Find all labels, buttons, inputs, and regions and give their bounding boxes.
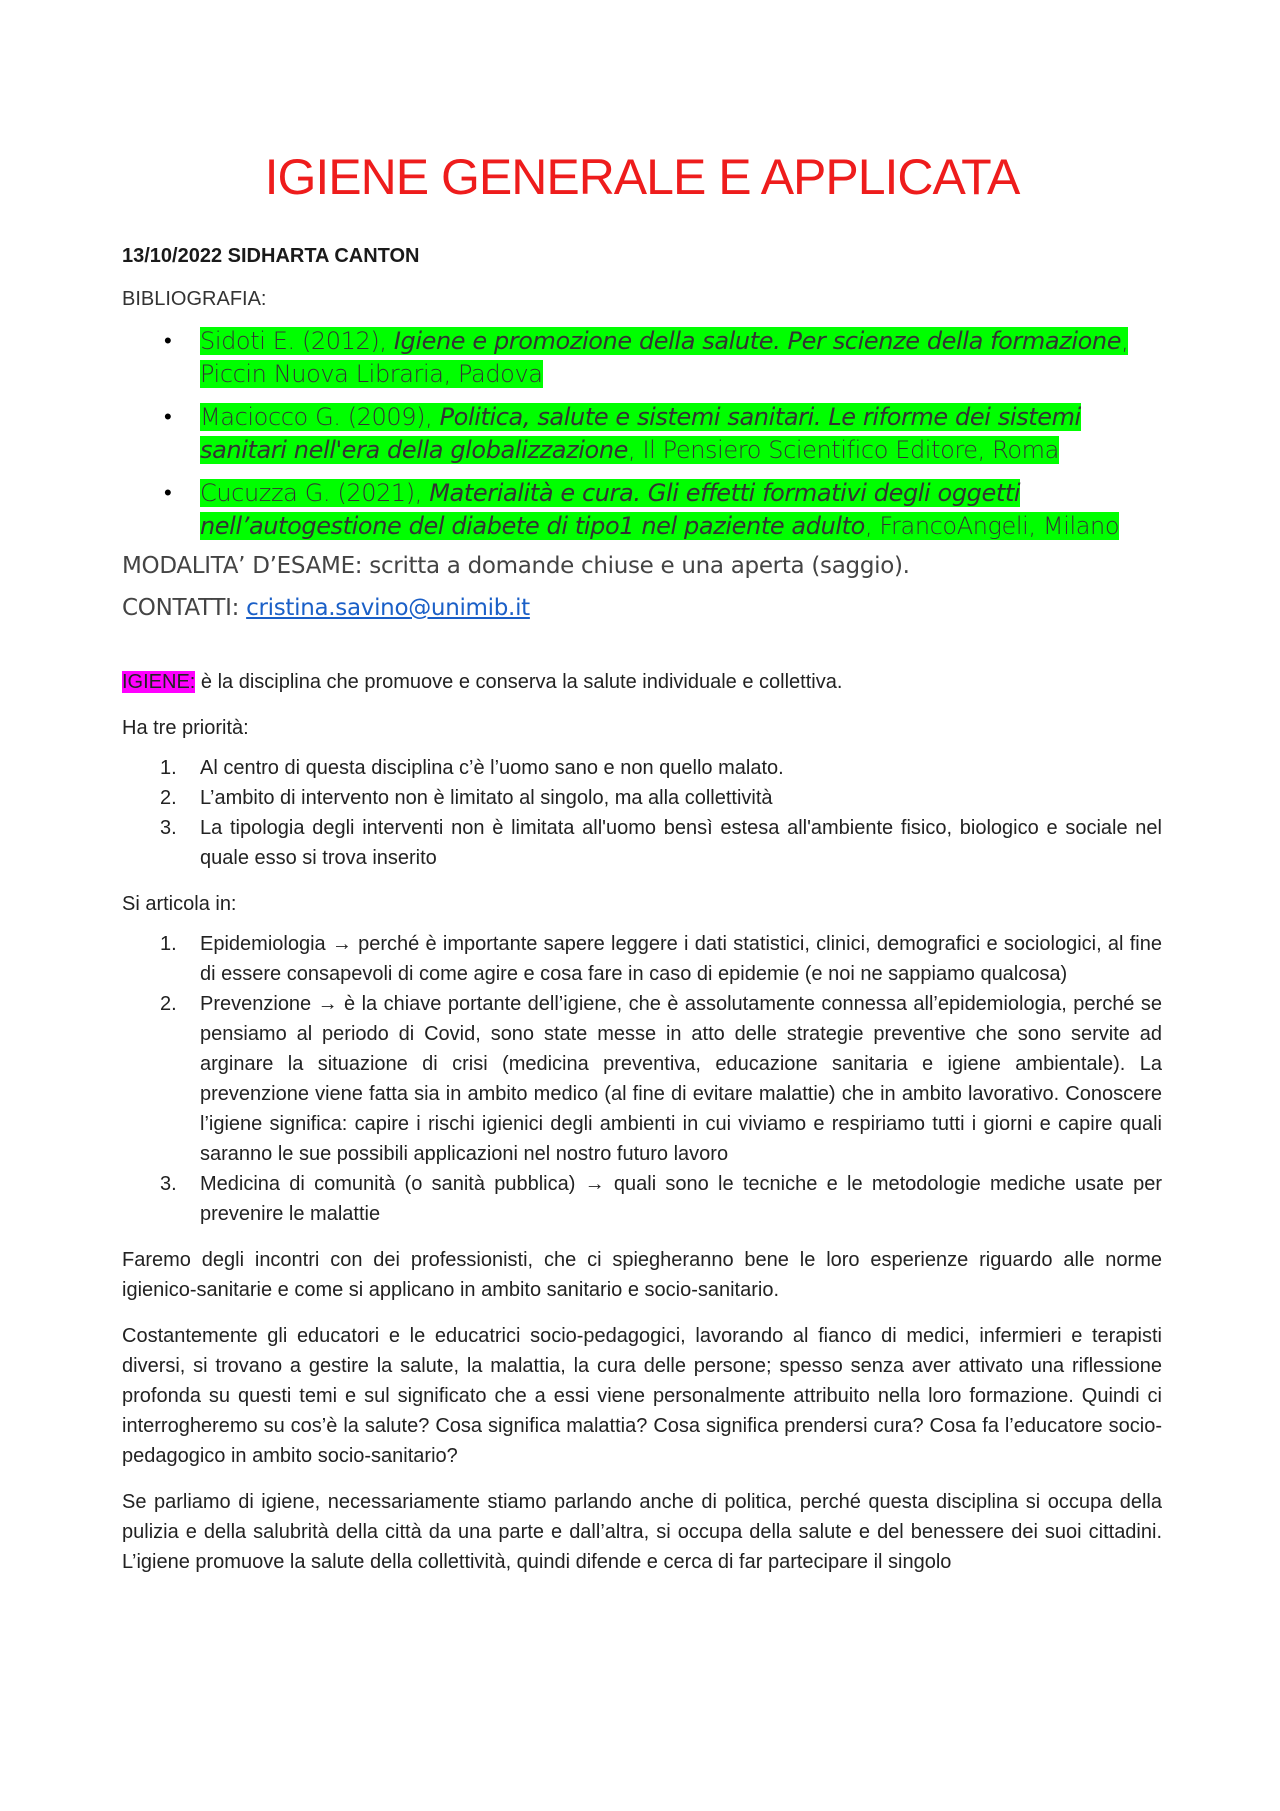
definition-text: è la disciplina che promuove e conserva la salute individuale e collettiva.: [195, 671, 843, 693]
contacts-line: [122, 595, 1162, 621]
spacer: [122, 637, 1162, 667]
contact-email-link[interactable]: cristina.savino@unimib.it: [246, 595, 530, 621]
citation-author: Sidoti E. (2012),: [200, 327, 394, 355]
citation-author: Maciocco G. (2009),: [200, 403, 440, 431]
articulation-list: [122, 929, 1162, 1229]
definition-paragraph: [122, 667, 1162, 697]
citation-author: Cucuzza G. (2021),: [200, 479, 430, 507]
citation-publisher: , Il Pensiero Scientifico Editore, Roma: [628, 436, 1059, 464]
list-item: 2. L’ambito di intervento non è limitato al singolo, ma alla collettività: [160, 787, 773, 809]
citation-title: Igiene e promozione della salute. Per scienze della formazione: [393, 327, 1122, 355]
document-title: IGIENE GENERALE E APPLICATA: [264, 149, 1020, 205]
bullet-icon: •: [164, 329, 172, 354]
contacts-label: CONTATTI:: [122, 595, 247, 621]
bibliography-item: [164, 401, 1162, 467]
bibliography-list: [122, 325, 1162, 543]
body-paragraph: Faremo degli incontri con dei professionisti, che ci spiegheranno bene le loro esperienze riguardo alle norme igienico-sanitarie e come si applicano in ambito sanitario e socio-sanitario.: [122, 1249, 1162, 1301]
body-paragraph: Se parliamo di igiene, necessariamente stiamo parlando anche di politica, perché questa disciplina si occupa della pulizia e della salubrità della città da una parte e dall’altra, si occupa della salute e del benessere dei suoi cittadini. L’igiene promuove la salute della collettività, quindi difende e cerca di far partecipare il singolo: [122, 1491, 1162, 1573]
list-item: 2. Prevenzione → è la chiave portante dell’igiene, che è assolutamente connessa all’epidemiologia, perché se pensiamo al periodo di Covid, sono state messe in atto delle strategie preventive che sono servite ad arginare la situazione di crisi (medicina preventiva, educazione sanitaria e igiene ambientale). La prevenzione viene fatta sia in ambito medico (al fine di evitare malattie) che in ambito lavorativo. Conoscere l’igiene significa: capire i rischi igienici degli ambienti in cui viviamo e respiriamo tutti i giorni e capire quali saranno le sue possibili applicazioni nel nostro futuro lavoro: [160, 993, 1162, 1165]
bullet-icon: •: [164, 481, 172, 506]
exam-mode: MODALITA’ D’ESAME: scritta a domande chiuse e una aperta (saggio).: [122, 553, 910, 579]
bibliography-item: [164, 477, 1162, 543]
bullet-icon: •: [164, 405, 172, 430]
bibliography-item: [164, 325, 1162, 391]
bibliography-label: BIBLIOGRAFIA:: [122, 288, 267, 310]
priorities-list: [122, 753, 1162, 873]
list-item: 3. La tipologia degli interventi non è limitata all'uomo bensì estesa all'ambiente fisico, biologico e sociale nel quale esso si trova inserito: [160, 817, 1162, 869]
list-item: 1. Epidemiologia → perché è importante sapere leggere i dati statistici, clinici, demografici e sociologici, al fine di essere consapevoli di come agire e cosa fare in caso di epidemie (e noi ne sappiamo qualcosa): [160, 933, 1162, 985]
citation-title: Politica, salute e sistemi sanitari. Le riforme dei sistemi sanitari nell'era della globalizzazione: [200, 403, 1081, 464]
priorities-intro: Ha tre priorità:: [122, 717, 249, 739]
list-item: 3. Medicina di comunità (o sanità pubblica) → quali sono le tecniche e le metodologie mediche usate per prevenire le malattie: [160, 1173, 1162, 1225]
definition-term: IGIENE:: [122, 671, 196, 693]
citation-publisher: , FrancoAngeli, Milano: [864, 512, 1120, 540]
document-content: [122, 150, 1162, 1593]
body-paragraph: Costantemente gli educatori e le educatrici socio-pedagogici, lavorando al fianco di medici, infermieri e terapisti diversi, si trovano a gestire la salute, la malattia, la cura delle persone; spesso senza aver attivato una riflessione profonda su questi temi e sul significato che a essi viene personalmente attribuito nella loro formazione. Quindi ci interrogheremo su cos’è la salute? Cosa significa malattia? Cosa significa prendersi cura? Cosa fa l’educatore socio-pedagogico in ambito socio-sanitario?: [122, 1325, 1162, 1467]
lecture-date-line: 13/10/2022 SIDHARTA CANTON: [122, 245, 420, 267]
list-item: 1. Al centro di questa disciplina c’è l’uomo sano e non quello malato.: [160, 757, 784, 779]
citation-publisher: , Piccin Nuova Libraria, Padova: [200, 327, 1129, 388]
citation-title: Materialità e cura. Gli effetti formativi degli oggetti nell’autogestione del diabete di tipo1 nel paziente adulto: [200, 479, 1021, 540]
articulation-intro: Si articola in:: [122, 893, 237, 915]
